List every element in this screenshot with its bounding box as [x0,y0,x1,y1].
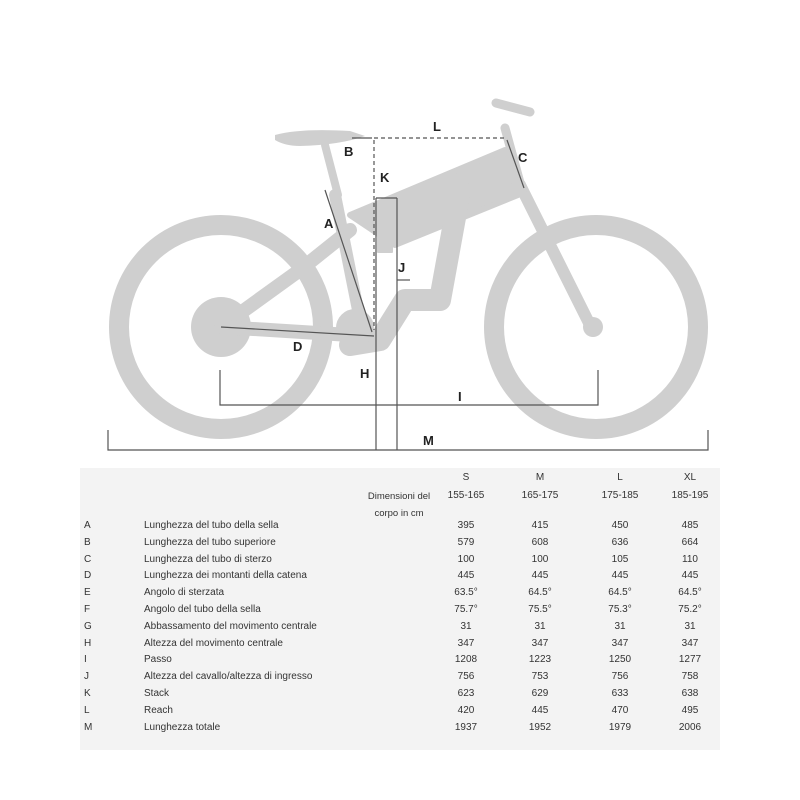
row-value: 420 [457,704,475,716]
row-value: 75.5° [528,604,552,615]
row-name: Stack [144,688,170,699]
row-value: 105 [611,553,629,565]
row-value: 347 [611,637,629,649]
row-name: Angolo del tubo della sella [144,604,261,615]
row-value: 636 [611,536,629,548]
label-i: I [458,389,462,404]
row-value: 100 [531,553,549,565]
row-value: 64.5° [528,587,552,599]
row-name: Lunghezza del tubo di sterzo [144,553,272,565]
row-value: 756 [457,671,475,683]
row-value: 1937 [454,721,478,733]
size-header: Dimensioni del corpo in cm [367,491,431,519]
row-value: 470 [611,704,629,716]
size-label: M [535,472,545,483]
row-value: 629 [531,688,549,699]
row-value: 579 [457,536,475,548]
label-d: D [293,339,303,354]
row-value: 31 [460,620,472,632]
row-value: 63.5° [454,587,478,599]
row-value: 450 [611,520,629,531]
row-value: 623 [457,688,475,699]
row-value: 1952 [528,721,552,733]
row-value: 31 [684,620,696,632]
row-value: 64.5° [608,587,632,599]
row-value: 31 [534,620,546,632]
row-value: 75.2° [678,604,702,615]
row-letter: I [84,654,87,666]
row-value: 100 [457,553,475,565]
row-value: 1223 [528,654,552,666]
row-name: Reach [144,704,173,716]
row-name: Passo [144,654,172,666]
row-name: Lunghezza totale [144,721,221,733]
row-name: Altezza del movimento centrale [144,637,283,649]
row-letter: F [84,604,91,615]
row-value: 2006 [678,721,702,733]
row-letter: L [84,704,90,716]
label-h: H [360,366,370,381]
row-value: 445 [531,570,549,582]
row-name: Abbassamento del movimento centrale [144,620,317,632]
row-value: 347 [457,637,475,649]
row-value: 608 [531,536,549,548]
row-value: 664 [681,536,699,548]
row-value: 415 [531,520,549,531]
row-letter: C [84,553,92,565]
row-value: 110 [682,553,698,565]
label-m: M [423,433,434,448]
row-value: 1277 [678,654,702,666]
row-letter: D [84,570,92,582]
row-letter: E [84,587,91,599]
row-value: 495 [681,704,699,716]
row-letter: H [84,637,92,649]
row-value: 445 [681,570,699,582]
row-value: 633 [611,688,629,699]
label-a: A [324,216,334,231]
row-value: 31 [614,620,626,632]
row-name: Angolo di sterzata [144,587,225,599]
row-name: Lunghezza dei montanti della catena [144,570,307,582]
label-b: B [344,144,354,159]
row-letter: G [84,620,92,632]
height-range: 185-195 [671,490,709,501]
label-k: K [380,170,390,185]
label-c: C [518,150,528,165]
geometry-table [80,468,720,750]
row-value: 445 [531,704,549,716]
row-value: 758 [681,671,699,683]
row-value: 445 [457,570,475,582]
size-label: L [617,472,623,483]
row-value: 347 [531,637,549,649]
row-letter: M [84,721,93,733]
row-letter: A [84,520,91,531]
row-value: 445 [611,570,629,582]
height-range: 175-185 [601,490,639,501]
row-name: Lunghezza del tubo superiore [144,536,276,548]
row-value: 395 [457,520,475,531]
row-letter: J [84,671,89,683]
row-value: 1208 [454,654,478,666]
label-l: L [433,119,441,134]
label-j: J [398,260,406,275]
row-value: 347 [681,637,699,649]
row-name: Lunghezza del tubo della sella [144,520,279,531]
row-value: 1250 [608,654,632,666]
size-label: S [462,472,470,483]
row-name: Altezza del cavallo/altezza di ingresso [144,671,313,683]
row-value: 485 [681,520,699,531]
row-value: 756 [611,671,629,683]
height-range: 165-175 [521,490,559,501]
row-value: 1979 [608,721,632,733]
size-label: XL [683,472,697,483]
row-value: 75.3° [608,604,632,615]
height-range: 155-165 [447,490,485,501]
row-value: 753 [531,671,549,683]
row-letter: K [84,688,91,699]
row-value: 638 [681,688,699,699]
row-letter: B [84,536,91,548]
row-value: 64.5° [678,587,702,599]
row-value: 75.7° [454,604,478,615]
